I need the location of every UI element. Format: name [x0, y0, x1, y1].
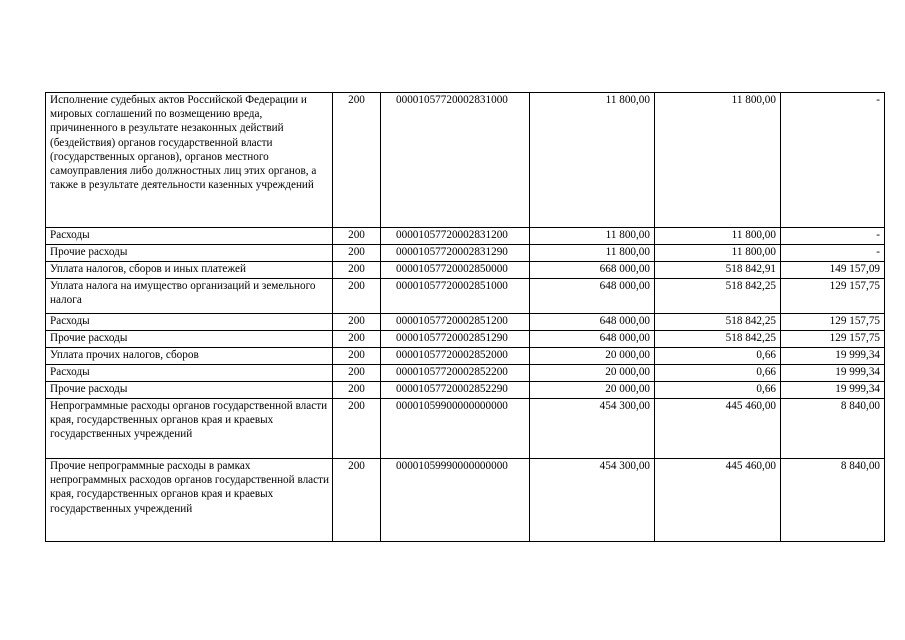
cell-executed: 11 800,00 [655, 245, 781, 262]
cell-remaining: - [781, 228, 885, 245]
cell-name: Расходы [46, 365, 333, 382]
cell-name: Непрограммные расходы органов государственной власти края, государственных органов края и краевых государственных учреждений [46, 399, 333, 459]
cell-executed: 518 842,25 [655, 279, 781, 314]
table-body [46, 93, 885, 542]
cell-remaining: - [781, 93, 885, 228]
table-row [46, 245, 885, 262]
cell-executed: 0,66 [655, 382, 781, 399]
cell-approved: 648 000,00 [530, 279, 655, 314]
cell-remaining: 19 999,34 [781, 365, 885, 382]
cell-classification: 00001057720002851200 [381, 314, 530, 331]
cell-line-code: 200 [333, 228, 381, 245]
budget-execution-table [45, 92, 885, 542]
cell-executed: 445 460,00 [655, 459, 781, 542]
cell-classification: 00001057720002850000 [381, 262, 530, 279]
cell-name: Уплата налога на имущество организаций и земельного налога [46, 279, 333, 314]
cell-remaining: 8 840,00 [781, 459, 885, 542]
table-row [46, 93, 885, 228]
cell-name: Прочие расходы [46, 382, 333, 399]
cell-name: Уплата налогов, сборов и иных платежей [46, 262, 333, 279]
cell-classification: 00001059990000000000 [381, 459, 530, 542]
cell-remaining: 149 157,09 [781, 262, 885, 279]
cell-line-code: 200 [333, 365, 381, 382]
cell-name: Прочие расходы [46, 245, 333, 262]
cell-remaining: 129 157,75 [781, 314, 885, 331]
cell-approved: 648 000,00 [530, 314, 655, 331]
cell-approved: 668 000,00 [530, 262, 655, 279]
cell-classification: 00001057720002852000 [381, 348, 530, 365]
cell-classification: 00001057720002851290 [381, 331, 530, 348]
cell-line-code: 200 [333, 459, 381, 542]
table-row [46, 365, 885, 382]
cell-approved: 648 000,00 [530, 331, 655, 348]
cell-executed: 0,66 [655, 348, 781, 365]
cell-line-code: 200 [333, 314, 381, 331]
cell-name: Прочие непрограммные расходы в рамках непрограммных расходов органов государственной власти края, государственных органов края и краевых государственных учреждений [46, 459, 333, 542]
cell-executed: 445 460,00 [655, 399, 781, 459]
cell-remaining: 19 999,34 [781, 348, 885, 365]
cell-remaining: 129 157,75 [781, 279, 885, 314]
cell-approved: 11 800,00 [530, 93, 655, 228]
cell-executed: 0,66 [655, 365, 781, 382]
cell-executed: 518 842,91 [655, 262, 781, 279]
cell-line-code: 200 [333, 348, 381, 365]
cell-approved: 454 300,00 [530, 399, 655, 459]
cell-executed: 11 800,00 [655, 228, 781, 245]
table-row [46, 279, 885, 314]
cell-remaining: 19 999,34 [781, 382, 885, 399]
cell-line-code: 200 [333, 279, 381, 314]
cell-name: Уплата прочих налогов, сборов [46, 348, 333, 365]
table-row [46, 331, 885, 348]
cell-remaining: 8 840,00 [781, 399, 885, 459]
cell-executed: 11 800,00 [655, 93, 781, 228]
cell-classification: 00001057720002831290 [381, 245, 530, 262]
cell-classification: 00001057720002831200 [381, 228, 530, 245]
table-row [46, 382, 885, 399]
cell-classification: 00001057720002851000 [381, 279, 530, 314]
cell-name: Прочие расходы [46, 331, 333, 348]
table-row [46, 399, 885, 459]
cell-classification: 00001057720002852200 [381, 365, 530, 382]
cell-line-code: 200 [333, 331, 381, 348]
table-row [46, 348, 885, 365]
cell-approved: 11 800,00 [530, 228, 655, 245]
cell-name: Расходы [46, 314, 333, 331]
cell-name: Исполнение судебных актов Российской Федерации и мировых соглашений по возмещению вреда, причиненного в результате незаконных действий (бездействия) органов государственной власти (государственных органов), органов местного самоуправления либо должностных лиц этих органов, а также в результате деятельности казенных учреждений [46, 93, 333, 228]
cell-classification: 00001059900000000000 [381, 399, 530, 459]
cell-approved: 20 000,00 [530, 365, 655, 382]
cell-name: Расходы [46, 228, 333, 245]
cell-classification: 00001057720002831000 [381, 93, 530, 228]
cell-executed: 518 842,25 [655, 314, 781, 331]
cell-approved: 20 000,00 [530, 348, 655, 365]
cell-line-code: 200 [333, 245, 381, 262]
table-row [46, 228, 885, 245]
cell-line-code: 200 [333, 262, 381, 279]
cell-line-code: 200 [333, 93, 381, 228]
cell-executed: 518 842,25 [655, 331, 781, 348]
cell-approved: 454 300,00 [530, 459, 655, 542]
cell-remaining: - [781, 245, 885, 262]
cell-approved: 11 800,00 [530, 245, 655, 262]
table-row [46, 314, 885, 331]
cell-line-code: 200 [333, 382, 381, 399]
table-row [46, 262, 885, 279]
cell-classification: 00001057720002852290 [381, 382, 530, 399]
table-row [46, 459, 885, 542]
cell-approved: 20 000,00 [530, 382, 655, 399]
cell-remaining: 129 157,75 [781, 331, 885, 348]
cell-line-code: 200 [333, 399, 381, 459]
